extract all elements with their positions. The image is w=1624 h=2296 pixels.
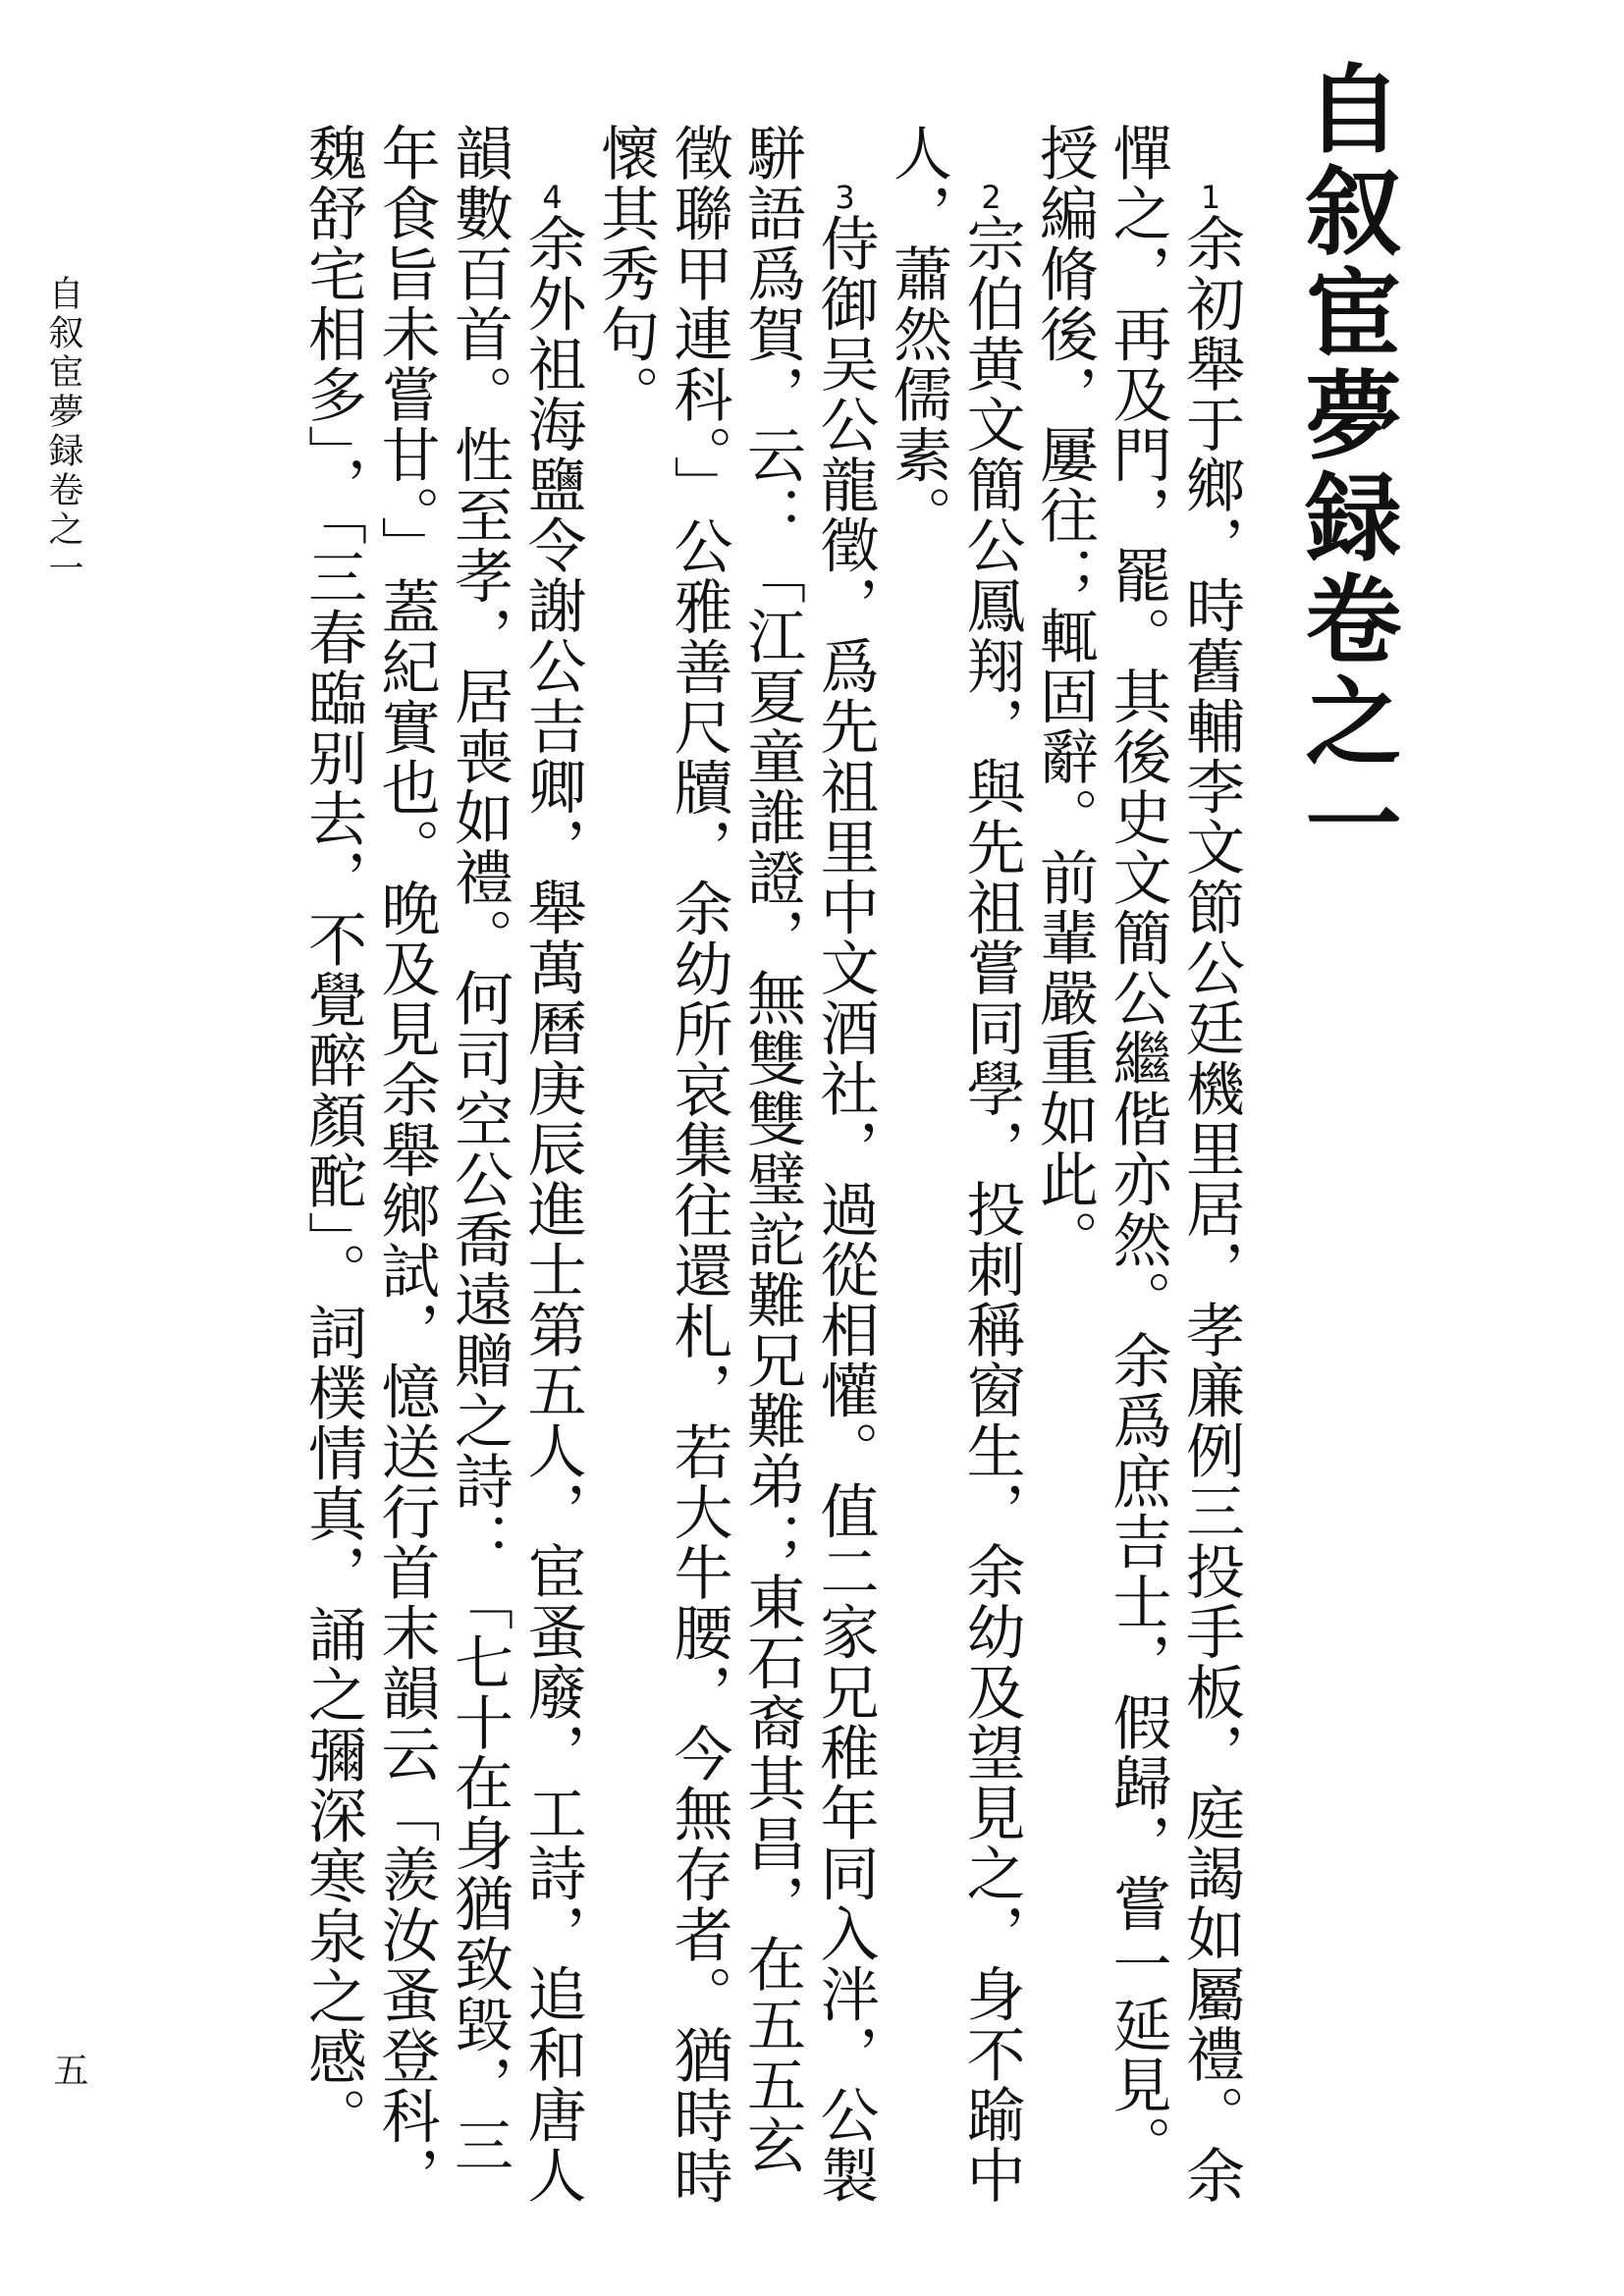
entry-text: 宗伯黄文簡公鳳翔，與先祖嘗同學，投刺稱窗生，余幼及望見之，身不踰中人，蕭然儒素。 — [884, 123, 1026, 2206]
entry-1 — [1028, 123, 1248, 2233]
note-number: 3 — [835, 182, 855, 213]
note-number: 2 — [981, 182, 1001, 213]
entry-3 — [589, 123, 882, 2233]
page-title: 自叙宦夢録卷之一 — [1289, 59, 1402, 876]
note-number: 4 — [542, 182, 563, 213]
entry-4 — [297, 123, 589, 2233]
body-text — [157, 123, 1247, 2233]
entry-text: 余初舉于鄉，時舊輔李文節公廷機里居，孝廉例三投手板，庭謁如屬禮。余憚之，再及門，罷。其後史文簡公繼偕亦然。余爲庶吉士，假歸，嘗一延見。授編脩後，屢往；輒固辭。前輩嚴重如此。 — [1030, 123, 1245, 2206]
entry-text: 侍御吴公龍徵，爲先祖里中文酒社，過從相懽。值二家兄稚年同入泮，公製駢語爲賀，云：「江夏童誰證，無雙雙璧詑難兄難弟；東石裔其昌，在五五玄徵聯甲連科。」公雅善尺牘，余幼所哀集往還札，若大牛腰，今無存者。猶時時懷其秀句。 — [591, 123, 880, 2207]
entry-text: 余外祖海鹽令謝公吉卿，舉萬曆庚辰進士第五人，宦蚤廢，工詩，追和唐人韻數百首。性至孝，居喪如禮。何司空公喬遠贈之詩：「七十在身猶致毀，三年食旨未嘗甘。」蓋紀實也。晚及見余舉鄉試，憶送行首末韻云「羨汝蚤登科，魏舒宅相多」，「三春臨别去，不覺醉顏酡」。詞樸情真，誦之彌深寒泉之感。 — [298, 123, 587, 2207]
entry-2 — [882, 123, 1028, 2233]
running-header: 自叙宦夢録卷之一 — [43, 275, 83, 589]
note-number: 1 — [1200, 182, 1221, 213]
page-number: 五 — [48, 2052, 88, 2087]
